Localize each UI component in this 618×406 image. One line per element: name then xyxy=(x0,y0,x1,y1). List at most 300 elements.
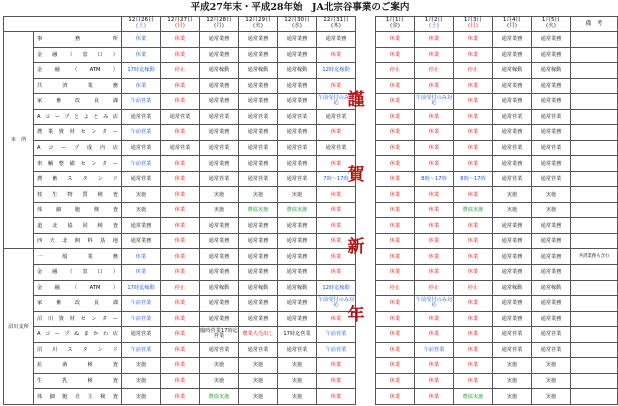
schedule-cell: 休業 xyxy=(454,47,493,63)
schedule-cell: 休業 xyxy=(415,389,454,405)
schedule-cell: 通常業務 xyxy=(239,94,278,110)
schedule-cell: 休業 xyxy=(317,373,356,389)
schedule-cell: 休業 xyxy=(161,47,200,63)
schedule-cell: 休業 xyxy=(161,342,200,358)
schedule-cell: 17時迄営業 xyxy=(278,327,317,343)
service-name: 西 天 北 飼 料 基 地 xyxy=(34,233,122,249)
schedule-cell: 午前営業 xyxy=(317,342,356,358)
schedule-cell: 実施 xyxy=(532,202,571,218)
schedule-cell: 休業 xyxy=(317,311,356,327)
schedule-cell: 通常業務 xyxy=(278,249,317,265)
schedule-cell: 実施 xyxy=(278,389,317,405)
schedule-cell: 通常営業 xyxy=(122,327,161,343)
remark-cell xyxy=(571,187,618,203)
remark-cell xyxy=(571,171,618,187)
schedule-cell: 休業 xyxy=(161,171,200,187)
schedule-cell: 通常業務 xyxy=(239,218,278,234)
schedule-cell: 農協実施 xyxy=(454,389,493,405)
schedule-cell: 通常営業 xyxy=(493,327,532,343)
greeting-column-cell xyxy=(356,280,376,296)
schedule-cell: 午前受付のみ対応 xyxy=(415,296,454,312)
schedule-cell: 休業 xyxy=(376,94,415,110)
table-row xyxy=(4,389,618,405)
remark-cell: 共済業務も含む xyxy=(571,249,618,265)
schedule-cell: 通常業務 xyxy=(278,218,317,234)
schedule-cell: 休業 xyxy=(122,265,161,281)
schedule-cell: 通常業務 xyxy=(200,47,239,63)
schedule-cell: 休業 xyxy=(161,202,200,218)
table-row xyxy=(4,311,618,327)
header-weekday-label: (土) xyxy=(429,23,439,30)
schedule-cell: 休業 xyxy=(376,156,415,172)
greeting-column-cell xyxy=(356,389,376,405)
schedule-cell: 通常業務 xyxy=(532,156,571,172)
schedule-cell: 通常営業 xyxy=(239,171,278,187)
schedule-cell: 休業 xyxy=(415,156,454,172)
schedule-cell: 停止 xyxy=(161,280,200,296)
schedule-cell: 通常業務 xyxy=(532,94,571,110)
schedule-cell: 停止 xyxy=(376,63,415,79)
schedule-cell: 休業 xyxy=(376,171,415,187)
department-label: 本 所 xyxy=(4,32,34,249)
schedule-cell: 休業 xyxy=(454,249,493,265)
greeting-column-cell xyxy=(356,373,376,389)
schedule-cell: 通常営業 xyxy=(239,140,278,156)
schedule-cell: 休業 xyxy=(376,373,415,389)
schedule-cell: 休業 xyxy=(376,389,415,405)
schedule-cell: 通常業務 xyxy=(278,78,317,94)
schedule-cell: 7時～17時 xyxy=(317,171,356,187)
schedule-cell: 午前営業 xyxy=(122,311,161,327)
schedule-cell: 午前受付のみ対応 xyxy=(415,94,454,110)
schedule-cell: 農協実施 xyxy=(278,202,317,218)
schedule-cell: 通常業務 xyxy=(239,233,278,249)
header-date-label: 12月30日 xyxy=(284,17,310,24)
schedule-cell: 通常稼動 xyxy=(493,280,532,296)
schedule-cell: 通常業務 xyxy=(493,125,532,141)
table-row xyxy=(4,94,618,110)
schedule-cell: 通常営業 xyxy=(161,140,200,156)
table-row xyxy=(4,47,618,63)
table-row xyxy=(4,342,618,358)
schedule-cell: 午前営業 xyxy=(122,156,161,172)
schedule-cell: 休業 xyxy=(454,296,493,312)
page-title: 平成27年末・平成28年始 JA北宗谷事業のご案内 xyxy=(190,2,410,13)
schedule-cell: 通常業務 xyxy=(493,218,532,234)
schedule-cell: 通常業務 xyxy=(532,125,571,141)
schedule-cell: 通常営業 xyxy=(493,109,532,125)
schedule-cell: 通常稼動 xyxy=(200,280,239,296)
header-weekday-label: (火) xyxy=(253,23,263,30)
remark-cell xyxy=(571,342,618,358)
schedule-cell: 休業 xyxy=(122,32,161,48)
schedule-cell: 休業 xyxy=(376,47,415,63)
schedule-cell: 休業 xyxy=(454,32,493,48)
schedule-cell: 通常稼動 xyxy=(532,280,571,296)
table-row xyxy=(4,265,618,281)
greeting-character: 謹 xyxy=(347,90,365,110)
schedule-cell: 休業 xyxy=(376,140,415,156)
schedule-cell: 実施 xyxy=(200,373,239,389)
schedule-cell: 通常営業 xyxy=(161,109,200,125)
table-row xyxy=(4,249,618,265)
schedule-cell: 通常営業 xyxy=(532,171,571,187)
schedule-cell: 休業 xyxy=(376,187,415,203)
remark-cell xyxy=(571,94,618,110)
header-date xyxy=(532,17,571,32)
schedule-cell: 通常業務 xyxy=(278,32,317,48)
schedule-cell: 通常業務 xyxy=(239,311,278,327)
service-name: 体 細 胞 検 査 xyxy=(34,202,122,218)
header-weekday-label: (金) xyxy=(390,23,400,30)
schedule-cell: 休業 xyxy=(317,202,356,218)
table-row xyxy=(4,156,618,172)
remark-cell xyxy=(571,78,618,94)
schedule-cell: 通常稼動 xyxy=(239,63,278,79)
schedule-cell: 休業 xyxy=(376,311,415,327)
schedule-cell: 通常営業 xyxy=(122,109,161,125)
schedule-cell: 休業 xyxy=(454,140,493,156)
schedule-cell: 通常業務 xyxy=(239,249,278,265)
schedule-cell: 通常稼動 xyxy=(278,280,317,296)
header-date xyxy=(122,17,161,32)
service-name: 金融（ATM） xyxy=(34,63,122,79)
greeting-column-cell xyxy=(356,342,376,358)
schedule-cell: 通常業務 xyxy=(493,265,532,281)
schedule-cell: 休業 xyxy=(317,156,356,172)
header-weekday-label: (月) xyxy=(507,23,517,30)
schedule-cell: 通常業務 xyxy=(493,78,532,94)
schedule-cell: 実施 xyxy=(278,358,317,374)
schedule-cell: 午前営業 xyxy=(415,342,454,358)
table-row xyxy=(4,233,618,249)
service-name: 車輌整備センター xyxy=(34,156,122,172)
schedule-cell: 休業 xyxy=(454,311,493,327)
schedule-cell: 通常業務 xyxy=(278,265,317,281)
schedule-cell: 実施 xyxy=(122,358,161,374)
table-row xyxy=(4,32,618,48)
service-name: 家 畜 改 良 課 xyxy=(34,296,122,312)
schedule-cell: 通常業務 xyxy=(493,94,532,110)
schedule-cell: 12時迄稼動 xyxy=(317,280,356,296)
schedule-cell: 通常業務 xyxy=(200,125,239,141)
schedule-cell: 休業 xyxy=(454,94,493,110)
schedule-cell: 休業 xyxy=(317,249,356,265)
remark-cell xyxy=(571,358,618,374)
service-name: 抗 菌 検 査 xyxy=(34,358,122,374)
greeting-column-cell xyxy=(356,125,376,141)
schedule-cell: 実施 xyxy=(122,389,161,405)
department-label: 沼川支所 xyxy=(4,249,34,405)
schedule-cell: 通常業務 xyxy=(278,47,317,63)
schedule-cell: 休業 xyxy=(415,218,454,234)
schedule-cell: 休業 xyxy=(161,265,200,281)
remark-cell xyxy=(571,280,618,296)
schedule-cell: 休業 xyxy=(415,358,454,374)
schedule-cell: 休業 xyxy=(122,78,161,94)
schedule-cell: 通常業務 xyxy=(493,296,532,312)
schedule-cell: 通常営業 xyxy=(493,140,532,156)
schedule-cell: 8時～17時 xyxy=(415,171,454,187)
service-name: 金融（窓口） xyxy=(34,47,122,63)
schedule-cell: 通常稼動 xyxy=(532,63,571,79)
remark-cell xyxy=(571,47,618,63)
schedule-cell: 通常業務 xyxy=(200,78,239,94)
schedule-cell: 実施 xyxy=(200,187,239,203)
table-row xyxy=(4,140,618,156)
schedule-cell: 通常業務 xyxy=(239,296,278,312)
schedule-cell: 実施 xyxy=(493,373,532,389)
service-name: 道北協同検査 xyxy=(34,218,122,234)
schedule-cell: 通常業務 xyxy=(200,32,239,48)
schedule-cell: 休業 xyxy=(376,125,415,141)
remark-cell xyxy=(571,109,618,125)
schedule-cell: 休業 xyxy=(415,140,454,156)
table-row xyxy=(4,327,618,343)
schedule-cell: 通常業務 xyxy=(532,32,571,48)
greeting-column-cell xyxy=(356,265,376,281)
schedule-cell: 8時～17時 xyxy=(454,171,493,187)
schedule-cell: 通常業務 xyxy=(200,94,239,110)
schedule-cell: 休業 xyxy=(454,265,493,281)
schedule-cell: 実施 xyxy=(532,373,571,389)
header-date xyxy=(317,17,356,32)
schedule-cell: 停止 xyxy=(376,280,415,296)
schedule-cell: 通常業務 xyxy=(532,78,571,94)
schedule-cell: 休業 xyxy=(415,233,454,249)
schedule-cell: 休業 xyxy=(415,265,454,281)
schedule-cell: 通常営業 xyxy=(532,140,571,156)
schedule-cell: 休業 xyxy=(161,296,200,312)
schedule-cell: 通常営業 xyxy=(122,140,161,156)
schedule-cell: 通常業務 xyxy=(200,218,239,234)
schedule-cell: 通常営業 xyxy=(532,327,571,343)
remark-cell xyxy=(571,218,618,234)
schedule-cell: 通常業務 xyxy=(200,156,239,172)
greeting-character: 賀 xyxy=(347,165,365,185)
remark-cell xyxy=(571,296,618,312)
schedule-cell: 休業 xyxy=(317,187,356,203)
schedule-cell: 休業 xyxy=(376,109,415,125)
schedule-cell: 休業 xyxy=(376,327,415,343)
greeting-column-cell xyxy=(356,327,376,343)
service-name: 体 細 胞 自 主 検 査 xyxy=(34,389,122,405)
table-row xyxy=(4,125,618,141)
schedule-cell: 休業 xyxy=(161,32,200,48)
schedule-cell: 通常業務 xyxy=(239,265,278,281)
service-name: Aコープぬまかわ店 xyxy=(34,327,122,343)
schedule-cell: 休業 xyxy=(454,327,493,343)
header-weekday-label: (土) xyxy=(136,23,146,30)
service-name: 金融（窓口） xyxy=(34,265,122,281)
table-row xyxy=(4,202,618,218)
remark-cell xyxy=(571,373,618,389)
greeting-column-cell xyxy=(356,47,376,63)
schedule-cell: 通常営業 xyxy=(532,109,571,125)
service-name: 家 畜 改 良 課 xyxy=(34,94,122,110)
schedule-cell: 休業 xyxy=(317,218,356,234)
schedule-cell: 休業 xyxy=(454,187,493,203)
schedule-cell: 休業 xyxy=(161,311,200,327)
schedule-cell: 午前営業 xyxy=(122,296,161,312)
header-remarks: 備 考 xyxy=(571,17,618,32)
table-row xyxy=(4,109,618,125)
greeting-column-cell xyxy=(356,358,376,374)
schedule-cell: 実施 xyxy=(239,187,278,203)
schedule-cell: 通常業務 xyxy=(200,265,239,281)
header-weekday-label: (水) xyxy=(292,23,302,30)
table-row xyxy=(4,373,618,389)
table-row xyxy=(4,296,618,312)
schedule-cell: 通常業務 xyxy=(493,311,532,327)
schedule-cell: 停止 xyxy=(454,63,493,79)
table-row xyxy=(4,187,618,203)
remark-cell xyxy=(571,140,618,156)
schedule-cell: 午前受付のみ対応 xyxy=(317,296,356,312)
schedule-cell: 通常営業 xyxy=(239,109,278,125)
schedule-cell: 休業 xyxy=(454,233,493,249)
schedule-cell: 休業 xyxy=(161,218,200,234)
header-date-label: 1月2日 xyxy=(424,17,444,24)
service-name: 沼 川 ス タ ン ド xyxy=(34,342,122,358)
schedule-cell: 休業 xyxy=(161,78,200,94)
greeting-column-cell xyxy=(356,202,376,218)
greeting-column-cell xyxy=(356,140,376,156)
service-name: Aコープとよとみ店 xyxy=(34,109,122,125)
schedule-cell: 通常業務 xyxy=(493,156,532,172)
table-row xyxy=(4,358,618,374)
schedule-cell: 通常営業 xyxy=(317,109,356,125)
schedule-cell: 休業 xyxy=(415,187,454,203)
header-date xyxy=(278,17,317,32)
schedule-cell: 休業 xyxy=(161,327,200,343)
remark-cell xyxy=(571,327,618,343)
schedule-cell: 17時迄稼動 xyxy=(122,63,161,79)
schedule-cell: 停止 xyxy=(415,280,454,296)
schedule-cell: 実施 xyxy=(493,358,532,374)
header-weekday-label: (木) xyxy=(331,23,341,30)
header-date-label: 1月5日 xyxy=(541,17,561,24)
schedule-cell: 休業 xyxy=(376,296,415,312)
schedule-cell: 休業 xyxy=(122,249,161,265)
service-name: 農 畜 ス タ ン ド xyxy=(34,171,122,187)
schedule-cell: 休業 xyxy=(376,342,415,358)
schedule-cell: 通常業務 xyxy=(122,218,161,234)
schedule-cell: 休業 xyxy=(415,125,454,141)
schedule-cell: 停止 xyxy=(415,63,454,79)
schedule-cell: 17時迄稼動 xyxy=(122,280,161,296)
schedule-cell: 休業 xyxy=(161,249,200,265)
service-name: 共 済 業 務 xyxy=(34,78,122,94)
service-name: 生 乳 検 査 xyxy=(34,373,122,389)
schedule-cell: 休業 xyxy=(161,389,200,405)
schedule-cell: 実施 xyxy=(493,389,532,405)
remark-cell xyxy=(571,311,618,327)
schedule-cell: 休業 xyxy=(161,125,200,141)
schedule-cell: 通常営業 xyxy=(317,140,356,156)
schedule-cell: 休業 xyxy=(317,358,356,374)
schedule-cell: 通常業務 xyxy=(278,233,317,249)
greeting-column-cell xyxy=(356,32,376,48)
schedule-cell: 休業 xyxy=(415,202,454,218)
schedule-cell: 休業 xyxy=(317,389,356,405)
header-date-label: 1月4日 xyxy=(502,17,522,24)
schedule-cell: 通常業務 xyxy=(239,32,278,48)
schedule-cell: 通常業務 xyxy=(278,156,317,172)
schedule-cell: 午前営業 xyxy=(317,327,356,343)
schedule-cell: 休業 xyxy=(122,47,161,63)
header-corner xyxy=(4,17,122,32)
schedule-cell: 停止 xyxy=(454,280,493,296)
schedule-cell: 実施 xyxy=(200,358,239,374)
remark-cell xyxy=(571,202,618,218)
schedule-cell: 休業 xyxy=(454,109,493,125)
schedule-cell: 通常営業 xyxy=(493,342,532,358)
schedule-cell: 休業 xyxy=(161,94,200,110)
schedule-cell: 通常業務 xyxy=(278,296,317,312)
table-row xyxy=(4,171,618,187)
schedule-cell: 休業 xyxy=(454,373,493,389)
schedule-cell: 通常営業 xyxy=(122,171,161,187)
schedule-cell: 休業 xyxy=(415,373,454,389)
schedule-cell: 通常営業 xyxy=(532,342,571,358)
remark-cell xyxy=(571,63,618,79)
schedule-cell: 実施 xyxy=(239,373,278,389)
schedule-cell: 通常営業 xyxy=(200,342,239,358)
schedule-cell: 休業 xyxy=(415,249,454,265)
greeting-column-header xyxy=(356,17,376,32)
header-date xyxy=(376,17,415,32)
service-name: Aコープ成内店 xyxy=(34,140,122,156)
schedule-cell: 休業 xyxy=(317,47,356,63)
schedule-cell: 休業 xyxy=(161,373,200,389)
schedule-cell: 通常業務 xyxy=(493,47,532,63)
schedule-cell: 通常業務 xyxy=(493,32,532,48)
header-date xyxy=(239,17,278,32)
schedule-cell: 休業 xyxy=(376,32,415,48)
schedule-cell: 通常営業 xyxy=(239,342,278,358)
header-weekday-label: (日) xyxy=(468,23,478,30)
header-weekday-label: (日) xyxy=(175,23,185,30)
schedule-cell: 休業 xyxy=(454,218,493,234)
schedule-cell: 休業 xyxy=(317,233,356,249)
schedule-cell: 休業 xyxy=(454,156,493,172)
header-date xyxy=(454,17,493,32)
table-row xyxy=(4,280,618,296)
schedule-cell: 通常業務 xyxy=(532,233,571,249)
schedule-cell: 休業 xyxy=(454,125,493,141)
schedule-cell: 通常営業 xyxy=(200,140,239,156)
schedule-cell: 休業 xyxy=(415,47,454,63)
remark-cell xyxy=(571,265,618,281)
schedule-cell: 休業 xyxy=(161,233,200,249)
schedule-cell: 休業 xyxy=(415,311,454,327)
schedule-cell: 通常業務 xyxy=(532,47,571,63)
header-date-label: 1月1日 xyxy=(385,17,405,24)
header-weekday-label: (火) xyxy=(546,23,556,30)
schedule-cell: 休業 xyxy=(317,265,356,281)
schedule-cell: 実施 xyxy=(239,358,278,374)
schedule-cell: 12時迄稼動 xyxy=(317,63,356,79)
header-date-label: 12月26日 xyxy=(128,17,154,24)
schedule-cell: 休業 xyxy=(376,218,415,234)
header-date-label: 12月31日 xyxy=(323,17,349,24)
schedule-cell: 休業 xyxy=(376,202,415,218)
schedule-cell: 通常営業 xyxy=(493,171,532,187)
header-weekday-label: (月) xyxy=(214,23,224,30)
service-name: 枝 生 物 質 検 査 xyxy=(34,187,122,203)
schedule-cell: 通常業務 xyxy=(493,233,532,249)
